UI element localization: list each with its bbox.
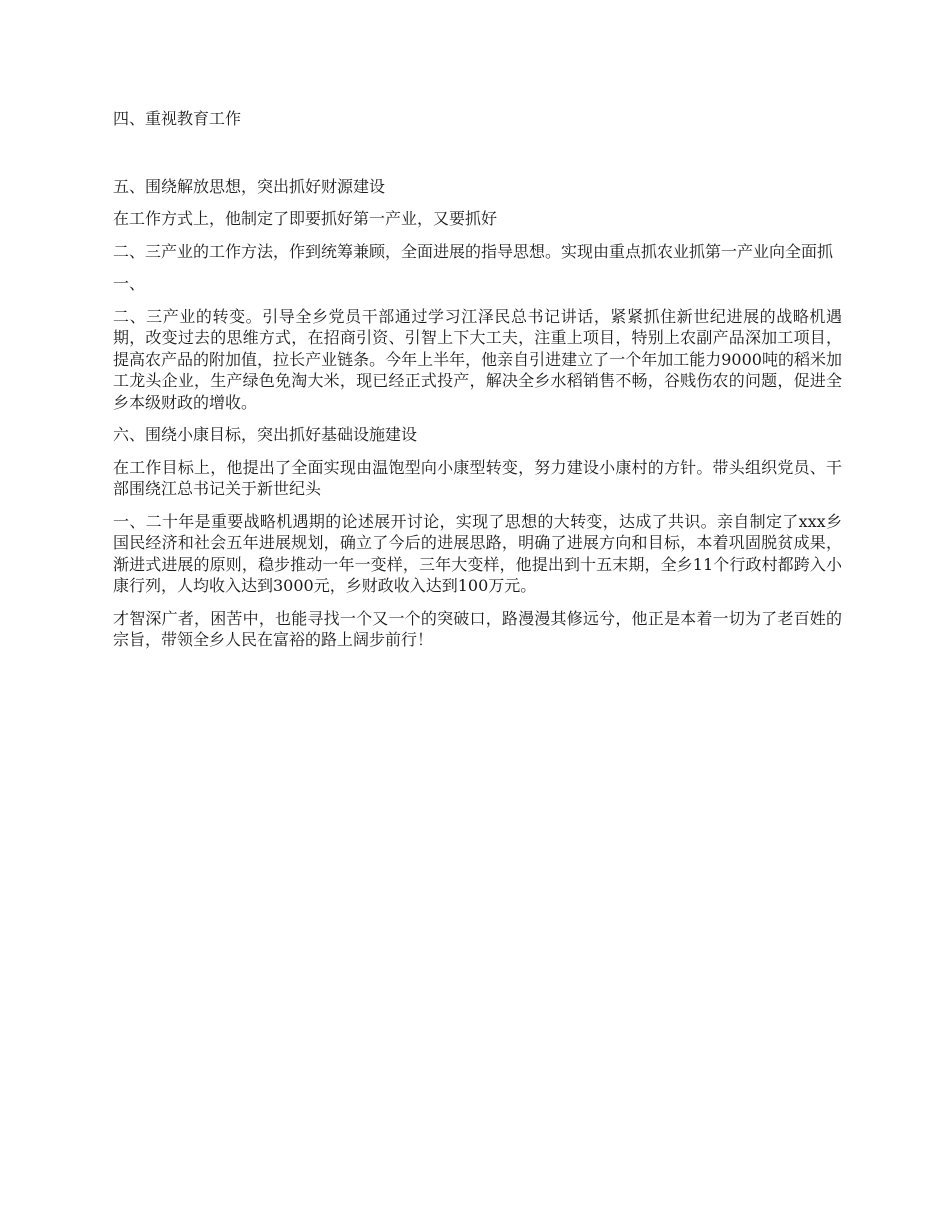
- paragraph-work-method: 在工作方式上，他制定了即要抓好第一产业，又要抓好: [113, 209, 498, 228]
- heading-education: 四、重视教育工作: [113, 109, 242, 128]
- paragraph-development-plan: 一、二十年是重要战略机遇期的论述展开讨论，实现了思想的大转变，达成了共识。亲自制定了xxx乡国民经济和社会五年进展规划，确立了今后的进展思路，明确了进展方向和目标，本着巩固脱贫成果，渐进式进展的原则，稳步推动一年一变样，三年大变样，他提出到十五末期，全乡11个行政村都跨入小康行列，人均收入达到3000元，乡财政收入达到100万元。: [113, 511, 842, 595]
- paragraph-guiding-thought: 二、三产业的工作方法，作到统筹兼顾，全面进展的指导思想。实现由重点抓农业抓第一产业向全面抓: [113, 241, 834, 261]
- paragraph-work-goal: 在工作目标上，他提出了全面实现由温饱型向小康型转变，努力建设小康村的方针。带头组织党员、干部围绕江总书记关于新世纪头: [113, 457, 842, 498]
- heading-infrastructure: 六、围绕小康目标，突出抓好基础设施建设: [113, 425, 418, 444]
- paragraph-fragment-one: 一、: [113, 274, 146, 293]
- paragraph-conclusion: 才智深广者，困苦中，也能寻找一个又一个的突破口，路漫漫其修远兮，他正是本着一切为了老百姓的宗旨，带领全乡人民在富裕的路上阔步前行！: [113, 608, 842, 649]
- heading-revenue: 五、围绕解放思想，突出抓好财源建设: [113, 176, 386, 196]
- paragraph-industry-transition: 二、三产业的转变。引导全乡党员干部通过学习江泽民总书记讲话，紧紧抓住新世纪进展的战略机遇期，改变过去的思维方式，在招商引资、引智上下大工夫，注重上项目，特别上农副产品深加工项目，提高农产品的附加值，拉长产业链条。今年上半年，他亲自引进建立了一个年加工能力9000吨的稻米加工龙头企业，生产绿色免淘大米，现已经正式投产，解决全乡水稻销售不畅，谷贱伤农的问题，促进全乡本级财政的增收。: [113, 306, 842, 412]
